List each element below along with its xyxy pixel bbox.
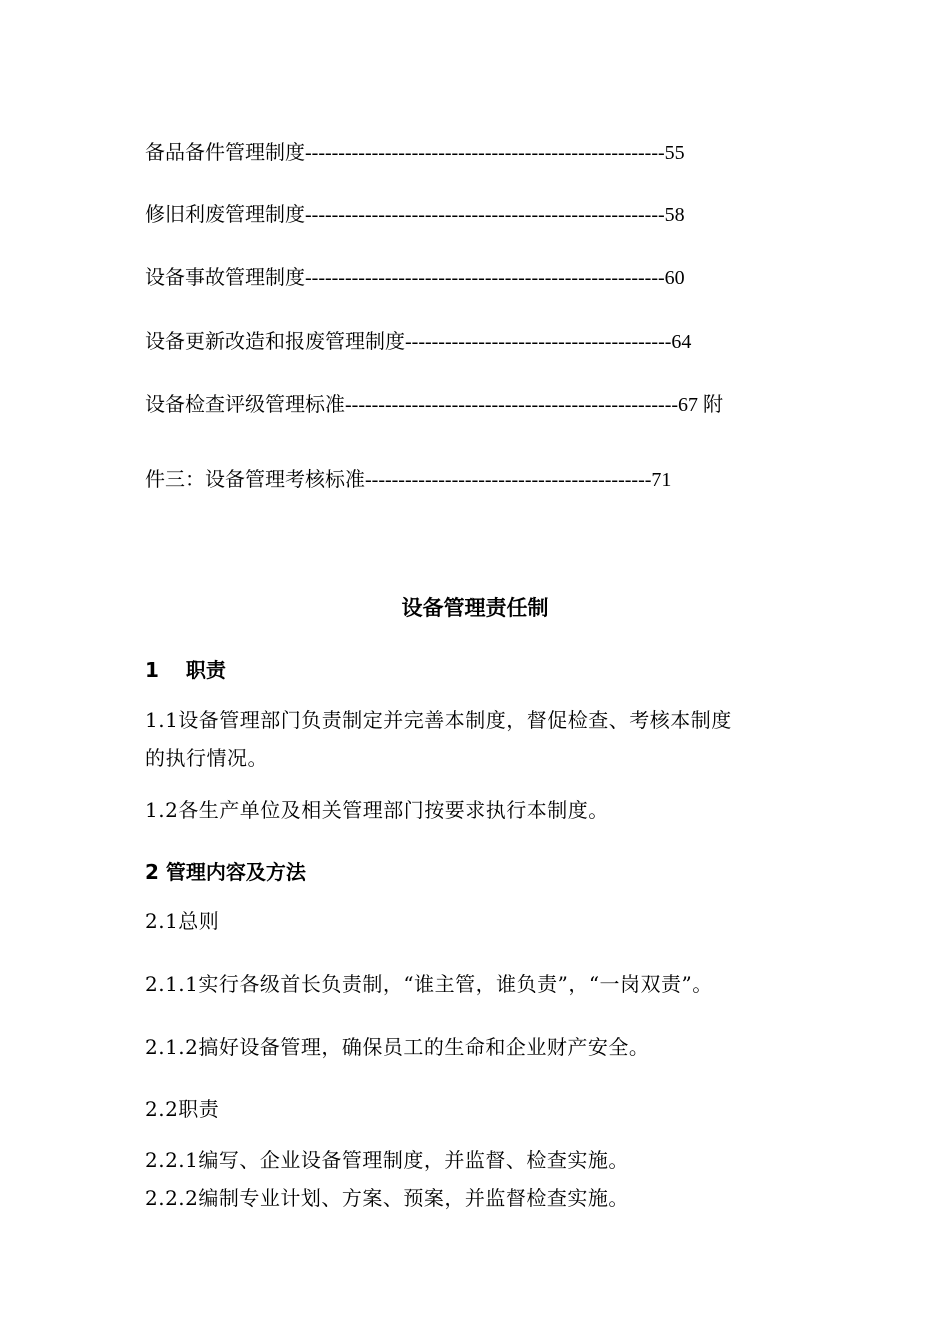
section-heading: 2 管理内容及方法 bbox=[145, 860, 306, 884]
toc-label: 设备事故管理制度 bbox=[145, 265, 305, 289]
paragraph-line: 2.2.2编制专业计划、方案、预案，并监督检查实施。 bbox=[145, 1186, 629, 1210]
toc-entry bbox=[145, 465, 671, 494]
toc-leader: ---------------------------------------- bbox=[405, 331, 672, 353]
paragraph-line: 1.2各生产单位及相关管理部门按要求执行本制度。 bbox=[145, 798, 609, 822]
toc-page: 60 bbox=[664, 267, 685, 289]
subsection-heading: 2.2职责 bbox=[145, 1097, 220, 1121]
toc-page: 55 bbox=[664, 142, 685, 164]
subsection-heading: 2.1总则 bbox=[145, 909, 220, 933]
toc-page: 71 bbox=[651, 469, 672, 491]
toc-label: 修旧利废管理制度 bbox=[145, 202, 305, 226]
paragraph-line: 2.1.2搞好设备管理，确保员工的生命和企业财产安全。 bbox=[145, 1035, 650, 1059]
toc-page: 64 bbox=[671, 331, 692, 353]
toc-entry bbox=[145, 327, 691, 356]
toc-label: 备品备件管理制度 bbox=[145, 140, 305, 164]
toc-leader: ------------------------------------------------------ bbox=[305, 267, 665, 289]
paragraph-line: 1.1设备管理部门负责制定并完善本制度，督促检查、考核本制度 bbox=[145, 708, 732, 732]
toc-label: 设备更新改造和报废管理制度 bbox=[145, 329, 405, 353]
section-heading: 1 职责 bbox=[145, 658, 226, 682]
toc-entry bbox=[145, 138, 685, 167]
toc-leader: ------------------------------------------- bbox=[365, 469, 652, 491]
toc-page: 67 附 bbox=[678, 394, 724, 416]
toc-entry bbox=[145, 200, 685, 229]
toc-leader: ------------------------------------------------------ bbox=[305, 204, 665, 226]
toc-entry bbox=[145, 390, 723, 419]
toc-label: 件三：设备管理考核标准 bbox=[145, 467, 365, 491]
toc-label: 设备检查评级管理标准 bbox=[145, 392, 345, 416]
paragraph-line: 2.2.1编写、企业设备管理制度，并监督、检查实施。 bbox=[145, 1148, 629, 1172]
toc-leader: ------------------------------------------------------ bbox=[305, 142, 665, 164]
toc-entry bbox=[145, 263, 685, 292]
paragraph-line: 的执行情况。 bbox=[145, 746, 268, 770]
paragraph-line: 2.1.1实行各级首长负责制，“谁主管，谁负责”，“一岗双责”。 bbox=[145, 972, 713, 996]
toc-page: 58 bbox=[664, 204, 685, 226]
toc-leader: -------------------------------------------------- bbox=[345, 394, 679, 416]
document-title: 设备管理责任制 bbox=[401, 596, 549, 620]
